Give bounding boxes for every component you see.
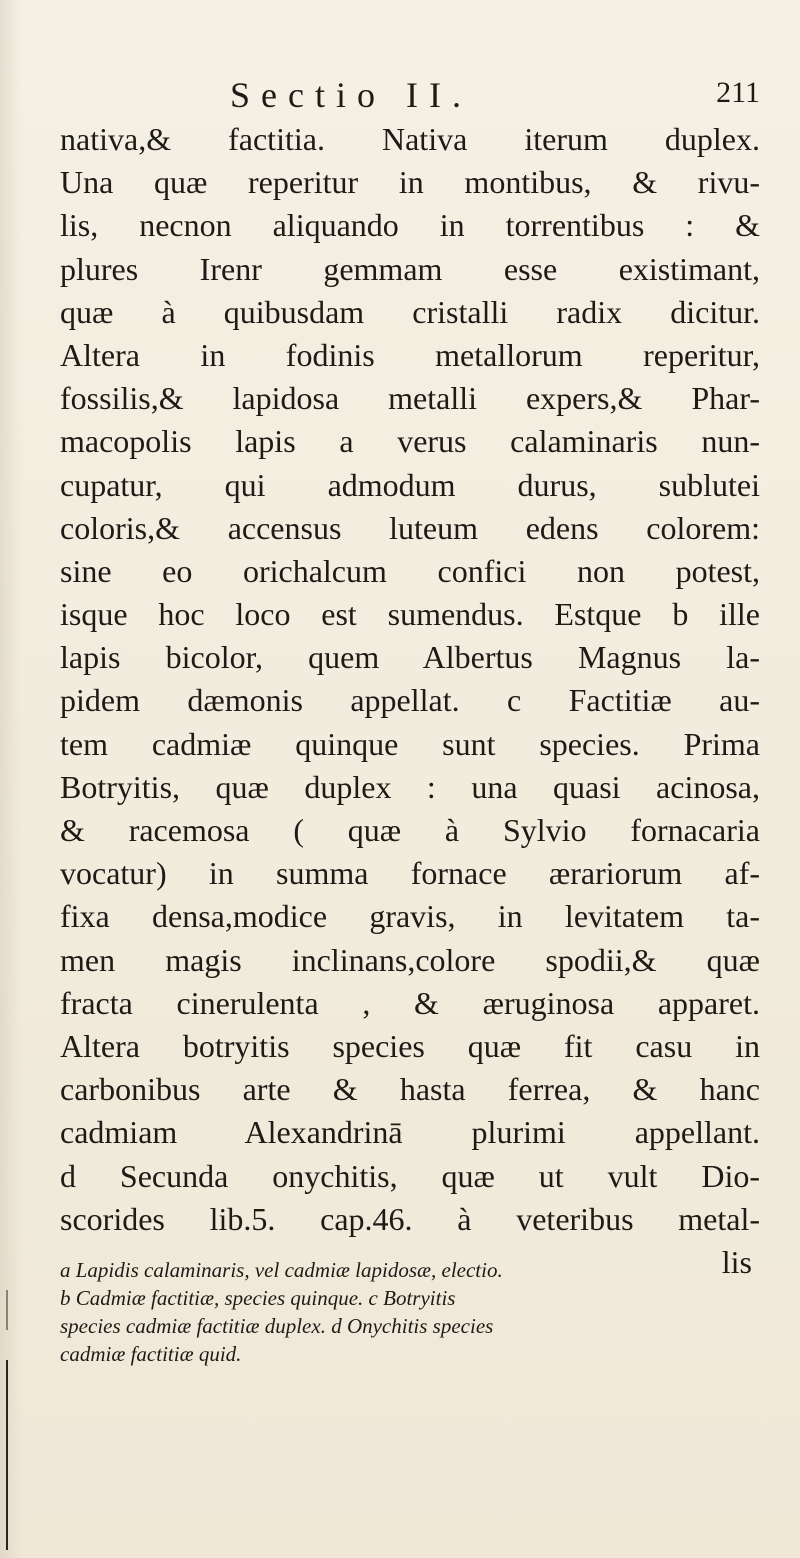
text-line: carbonibus arte & hasta ferrea, & hanc [60,1071,760,1108]
note-line: species cadmiæ factitiæ duplex. d Onychitis species [60,1314,494,1338]
main-text-block [60,118,760,1284]
running-head: Sectio II. [230,75,472,115]
text-line: cupatur, qui admodum durus, sublutei [60,466,760,503]
text-line: isque hoc loco est sumendus. Estque b ille [60,596,760,633]
note-line: a Lapidis calaminaris, vel cadmiæ lapidosæ, electio. [60,1258,503,1282]
text-line: lis, necnon aliquando in torrentibus : & [60,207,760,244]
text-line: scorides lib.5. cap.46. à veteribus metal- [60,1200,760,1237]
note-line: b Cadmiæ factitiæ, species quinque. c Botryitis [60,1286,456,1310]
text-line: fossilis,& lapidosa metalli expers,& Phar- [60,380,760,417]
text-line: pidem dæmonis appellat. c Factitiæ au- [60,682,760,719]
page-number: 211 [716,76,760,109]
text-line: macopolis lapis a verus calaminaris nun- [60,423,760,460]
text-line: fixa densa,modice gravis, in levitatem ta- [60,898,760,935]
text-line: & racemosa ( quæ à Sylvio fornacaria [60,812,760,848]
note-line: cadmiæ factitiæ quid. [60,1342,242,1366]
binding-edge-mark [6,1360,8,1550]
text-line: tem cadmiæ quinque sunt species. Prima [60,725,760,762]
catchword: lis [721,1243,752,1280]
text-line: coloris,& accensus luteum edens colorem: [60,509,760,546]
marginal-notes [60,1256,760,1368]
text-line: cadmiam Alexandrinā plurimi appellant. [60,1114,760,1151]
text-line: plures Irenr gemmam esse existimant, [60,250,760,287]
text-line: fracta cinerulenta , & æruginosa apparet. [60,984,760,1021]
binding-edge-mark [6,1290,8,1330]
page-header [60,74,760,120]
text-line: men magis inclinans,colore spodii,& quæ [60,941,760,978]
text-line: d Secunda onychitis, quæ ut vult Dio- [60,1157,760,1194]
text-line: quæ à quibusdam cristalli radix dicitur. [60,293,760,330]
text-line: Botryitis, quæ duplex : una quasi acinosa, [60,768,760,805]
text-line: lapis bicolor, quem Albertus Magnus la- [60,639,760,676]
text-line: Altera botryitis species quæ fit casu in [60,1027,760,1064]
text-line: sine eo orichalcum confici non potest, [60,552,760,589]
text-line: Altera in fodinis metallorum reperitur, [60,336,760,373]
page-gutter-shadow [0,0,22,1558]
text-line: Una quæ reperitur in montibus, & rivu- [60,164,760,201]
text-line: nativa,& factitia. Nativa iterum duplex. [60,121,760,157]
text-line: vocatur) in summa fornace ærariorum af- [60,855,760,892]
